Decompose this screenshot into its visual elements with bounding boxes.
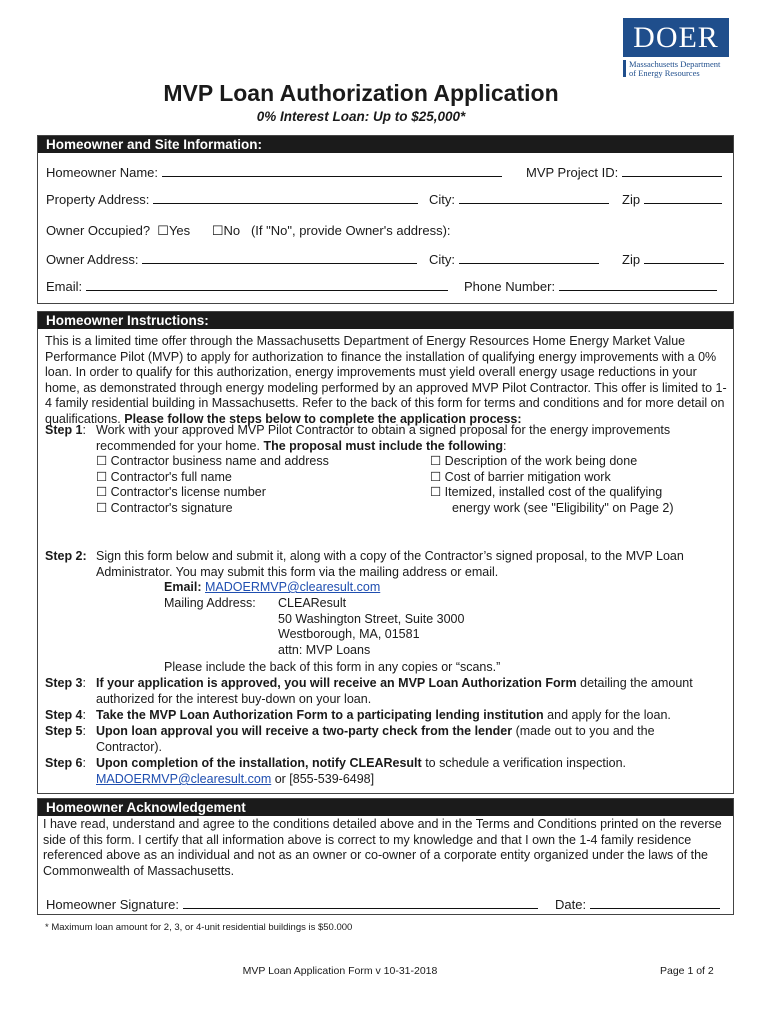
owner-occupied-no-checkbox[interactable]: ☐No xyxy=(211,223,241,238)
instructions-intro: This is a limited time offer through the Massachusetts Department of Energy Resources Home Energy Market Value Performance Pilot (MVP) to apply for authorization to finance the installation of qualifying energy improvements with a 0% loan. In order to qualify for this authorization, energy improvements must yield overall energy usage reductions in your home, as demonstrated through energy modeling performed by an approved MVP Pilot Contractor. This offer is limited to 1-4 family residential building in Massachusetts. Refer to the back of this form for terms and conditions and for more detail on qualifications. xyxy=(45,334,727,426)
mvp-project-id-label: MVP Project ID: xyxy=(526,165,619,180)
checklist-item: ☐ Itemized, installed cost of the qualifying xyxy=(430,485,663,500)
date-label: Date: xyxy=(555,897,587,912)
step3-bold: If your application is approved, you will receive an MVP Loan Authorization Form xyxy=(96,676,577,690)
checklist-item: ☐ Description of the work being done xyxy=(430,454,638,468)
mailing-address-lines xyxy=(278,596,464,658)
step1-bold: The proposal must include the following xyxy=(263,438,504,453)
step2-label: Step 2: xyxy=(45,549,87,563)
step6-text: to schedule a verification inspection. xyxy=(425,756,626,770)
property-address-label: Property Address: xyxy=(46,192,150,207)
page-title: MVP Loan Authorization Application xyxy=(163,80,559,106)
step3-text: detailing the amount authorized for the interest buy-down on your loan. xyxy=(96,676,693,706)
step6-bold: Upon completion of the installation, notify CLEAResult xyxy=(96,756,422,770)
checklist-item: ☐ Contractor's full name xyxy=(96,469,232,484)
logo-subtext-2: of Energy Resources xyxy=(629,67,700,78)
mailing-line: Westborough, MA, 01581 xyxy=(278,627,420,642)
checklist-item: ☐ Contractor's license number xyxy=(96,485,266,500)
step4-text: and apply for the loan. xyxy=(547,708,671,722)
owner-zip-label: Zip xyxy=(622,252,641,267)
step1-text: Work with your approved MVP Pilot Contractor to obtain a signed proposal for the energy improvements recommended for your home. xyxy=(96,423,671,453)
property-address-field[interactable] xyxy=(153,192,418,204)
step4-bold: Take the MVP Loan Authorization Form to a participating lending institution xyxy=(96,708,544,722)
doer-logo xyxy=(623,18,729,76)
checklist-item: ☐ Contractor business name and address xyxy=(96,454,329,468)
phone-field[interactable] xyxy=(559,279,717,291)
mailing-line: attn: MVP Loans xyxy=(278,642,371,657)
email-field[interactable] xyxy=(86,279,448,291)
city-field[interactable] xyxy=(459,192,609,204)
owner-address-field[interactable] xyxy=(142,252,417,264)
checklist-item: energy work (see "Eligibility" on Page 2) xyxy=(452,500,674,515)
email-label: Email: xyxy=(46,279,83,294)
section-homeowner-site-info xyxy=(37,135,734,304)
owner-occupied-note: (If "No", provide Owner's address): xyxy=(250,223,451,238)
footer-page-number: Page 1 of 2 xyxy=(660,965,714,977)
instructions-intro-bold: Please follow the steps below to complete the application process: xyxy=(124,411,522,426)
acknowledgement-text: I have read, understand and agree to the conditions detailed above and in the Terms and Conditions printed on the reverse side of this form. I certify that all information above is correct to my knowledge and that I own the 1-4 family residence referenced above as an individual and not as an owner or co-owner of a corporate entity organized under the laws of the Commonwealth of Massachusetts. xyxy=(43,817,722,878)
zip-field[interactable] xyxy=(644,192,722,204)
footer-form-version: MVP Loan Application Form v 10-31-2018 xyxy=(242,965,438,977)
section-header: Homeowner Acknowledgement xyxy=(38,799,733,816)
mailing-line: CLEAResult xyxy=(278,596,347,610)
section-homeowner-instructions: Homeowner Instructions: This is a limited time offer through the Massachusetts Department of Energy Resources Home Energy Market Value Performance Pilot (MVP) to apply for authorization to finance the installation of qualifying energy improvements with a 0% loan. In order to qualify for this authorization, energy improvements must yield overall energy usage reductions in your home, as demonstrated through energy modeling performed by an approved MVP Pilot Contractor. This offer is limited to 1-4 family residential building in Massachusetts. Refer to the back of this form for terms and conditions and for more detail on qualifications. Please follow the steps below to complete the application process: Step 1: Work with your approved MVP Pilot Contractor to obtain a signed proposal for the energy improvements recommended for your home. The proposal must include the following: ☐ Contractor business name and address ☐ Contractor's full name ☐ Contractor's license number ☐ Contractor's signature ☐ Description of the work being done ☐ Cost of barrier mitigation work ☐ Itemized, installed cost of the qualifying energy work (see "Eligibility" on Page 2) Step 2: Sign this form below and submit it, along with a copy of the Contractor’s signed proposal, to the MVP Loan Administrator. You may submit this form via the mailing address or email. Email: MADOERMVP@clearesult.com Mailing Address: CLEAResult 50 Washington Street, Suite 3000 Westborough, MA, 01581 attn: MVP Loans Please include the back of this form in any copies or “scans.” Step 3: If your application is approved, you will receive an MVP Loan Authorization Form detailing the amount authorized for the interest buy-down on your loan. Step 4: Take the MVP Loan Authorization Form to a participating lending institution and apply for the loan. Step 5: Upon loan approval you will receive a two-party check from the lender (made out to you and the Contractor). Step 6: Upon completion of the installation, notify CLEAResult to schedule a verification inspection. MADOERMVP@clearesult.com or [855-539-6498] xyxy=(37,311,734,794)
phone-label: Phone Number: xyxy=(464,279,556,294)
step6-phone: or [855-539-6498] xyxy=(274,772,375,786)
logo-subtext-1: Massachusetts Department xyxy=(629,59,721,69)
mailing-line: 50 Washington Street, Suite 3000 xyxy=(278,611,465,626)
checklist-right xyxy=(430,454,730,516)
date-field[interactable] xyxy=(590,897,720,909)
checklist-left xyxy=(96,454,396,516)
signature-label: Homeowner Signature: xyxy=(46,897,179,912)
owner-occupied-yes-checkbox[interactable]: ☐Yes xyxy=(157,223,191,238)
step5-label: Step 5 xyxy=(45,724,83,738)
step4-label: Step 4 xyxy=(45,708,83,722)
signature-field[interactable] xyxy=(183,897,538,909)
checklist-item: ☐ Contractor's signature xyxy=(96,500,233,515)
scan-note: Please include the back of this form in any copies or “scans.” xyxy=(164,660,501,674)
homeowner-name-label: Homeowner Name: xyxy=(46,165,158,180)
homeowner-name-field[interactable] xyxy=(162,165,502,177)
logo-text: DOER xyxy=(623,18,729,57)
mailing-address-label: Mailing Address: xyxy=(164,596,256,610)
step5-bold: Upon loan approval you will receive a two-party check from the lender xyxy=(96,724,513,738)
owner-city-field[interactable] xyxy=(459,252,599,264)
step6-label: Step 6 xyxy=(45,756,83,770)
step1-label: Step 1 xyxy=(45,423,83,437)
step6-email-link[interactable]: MADOERMVP@clearesult.com xyxy=(96,772,272,786)
owner-occupied-label: Owner Occupied? xyxy=(46,223,151,238)
city-label: City: xyxy=(429,192,455,207)
owner-address-label: Owner Address: xyxy=(46,252,139,267)
footnote: * Maximum loan amount for 2, 3, or 4-unit residential buildings is $50.000 xyxy=(45,922,353,933)
zip-label: Zip xyxy=(622,192,641,207)
checklist-item: ☐ Cost of barrier mitigation work xyxy=(430,469,611,484)
owner-zip-field[interactable] xyxy=(644,252,724,264)
owner-city-label: City: xyxy=(429,252,455,267)
step5-text: (made out to you and the Contractor). xyxy=(96,724,655,754)
section-header: Homeowner Instructions: xyxy=(38,312,733,329)
step3-label: Step 3 xyxy=(45,676,83,690)
step2-text: Sign this form below and submit it, along with a copy of the Contractor’s signed proposal, to the MVP Loan Administrator. You may submit this form via the mailing address or email. xyxy=(96,549,684,579)
mvp-project-id-field[interactable] xyxy=(622,165,722,177)
page-subtitle: 0% Interest Loan: Up to $25,000* xyxy=(256,109,466,124)
section-header: Homeowner and Site Information: xyxy=(38,136,733,153)
section-homeowner-acknowledgement xyxy=(37,798,734,915)
email-address-label: Email: xyxy=(164,580,202,594)
email-link[interactable]: MADOERMVP@clearesult.com xyxy=(205,580,381,594)
